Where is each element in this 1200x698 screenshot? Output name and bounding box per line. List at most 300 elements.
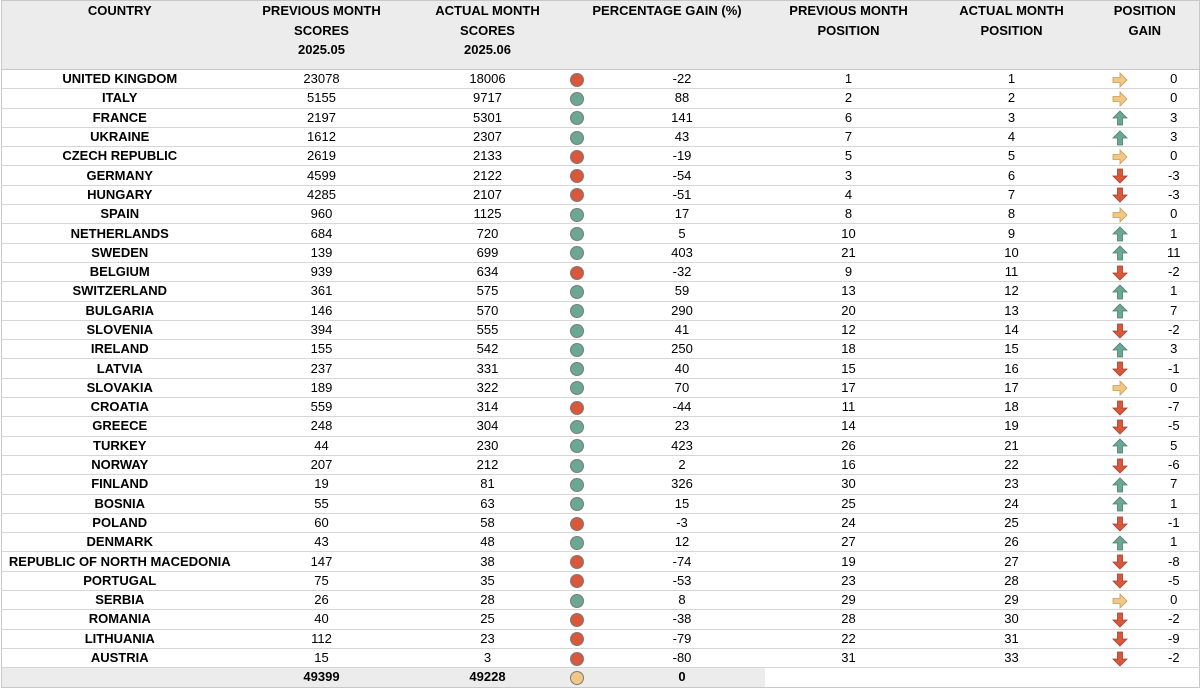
trend-arrow-cell bbox=[1091, 320, 1149, 339]
actual-position-cell: 7 bbox=[933, 185, 1091, 204]
arrow-down-icon bbox=[1112, 651, 1128, 667]
actual-score-cell: 542 bbox=[406, 340, 570, 359]
actual-score-cell: 2307 bbox=[406, 127, 570, 146]
prev-position-cell: 30 bbox=[765, 475, 933, 494]
red-status-dot-icon bbox=[570, 401, 584, 415]
green-status-dot-icon bbox=[570, 459, 584, 473]
prev-score-cell: 2197 bbox=[238, 108, 406, 127]
percentage-gain-cell: -80 bbox=[600, 648, 765, 667]
arrow-down-icon bbox=[1112, 265, 1128, 281]
green-status-dot-icon bbox=[570, 594, 584, 608]
table-row bbox=[2, 262, 1200, 281]
trend-arrow-cell bbox=[1091, 436, 1149, 455]
trend-arrow-cell bbox=[1091, 243, 1149, 262]
percentage-gain-cell: 41 bbox=[600, 320, 765, 339]
country-cell: SLOVENIA bbox=[2, 320, 238, 339]
status-dot-cell bbox=[570, 494, 600, 513]
prev-score-cell: 44 bbox=[238, 436, 406, 455]
prev-position-cell: 27 bbox=[765, 533, 933, 552]
position-gain-cell: 3 bbox=[1149, 340, 1200, 359]
actual-position-cell: 25 bbox=[933, 513, 1091, 532]
table-row bbox=[2, 494, 1200, 513]
green-status-dot-icon bbox=[570, 324, 584, 338]
table-row bbox=[2, 513, 1200, 532]
country-cell: LITHUANIA bbox=[2, 629, 238, 648]
table-row bbox=[2, 320, 1200, 339]
prev-position-cell: 1 bbox=[765, 70, 933, 89]
actual-position-cell: 5 bbox=[933, 147, 1091, 166]
country-cell: BOSNIA bbox=[2, 494, 238, 513]
table-row bbox=[2, 610, 1200, 629]
prev-position-cell: 25 bbox=[765, 494, 933, 513]
table-row bbox=[2, 89, 1200, 108]
prev-position-cell: 9 bbox=[765, 262, 933, 281]
table-row bbox=[2, 378, 1200, 397]
table-row bbox=[2, 475, 1200, 494]
arrow-up-icon bbox=[1112, 226, 1128, 242]
country-cell: DENMARK bbox=[2, 533, 238, 552]
country-cell: SLOVAKIA bbox=[2, 378, 238, 397]
totals-empty-cell bbox=[765, 668, 1200, 687]
prev-position-cell: 21 bbox=[765, 243, 933, 262]
table-row bbox=[2, 70, 1200, 89]
percentage-gain-cell: -54 bbox=[600, 166, 765, 185]
prev-score-cell: 19 bbox=[238, 475, 406, 494]
red-status-dot-icon bbox=[570, 555, 584, 569]
country-cell: FINLAND bbox=[2, 475, 238, 494]
arrow-up-icon bbox=[1112, 284, 1128, 300]
position-gain-cell: -9 bbox=[1149, 629, 1200, 648]
actual-position-cell: 33 bbox=[933, 648, 1091, 667]
actual-position-cell: 4 bbox=[933, 127, 1091, 146]
trend-arrow-cell bbox=[1091, 591, 1149, 610]
percentage-gain-cell: 403 bbox=[600, 243, 765, 262]
actual-position-cell: 18 bbox=[933, 398, 1091, 417]
total-status-dot-cell bbox=[570, 668, 600, 687]
actual-score-cell: 2133 bbox=[406, 147, 570, 166]
trend-arrow-cell bbox=[1091, 166, 1149, 185]
table-row bbox=[2, 147, 1200, 166]
actual-position-cell: 6 bbox=[933, 166, 1091, 185]
prev-position-cell: 10 bbox=[765, 224, 933, 243]
table-row bbox=[2, 166, 1200, 185]
prev-score-cell: 23078 bbox=[238, 70, 406, 89]
actual-position-cell: 21 bbox=[933, 436, 1091, 455]
actual-score-cell: 699 bbox=[406, 243, 570, 262]
arrow-down-icon bbox=[1112, 323, 1128, 339]
status-dot-cell bbox=[570, 185, 600, 204]
actual-score-cell: 720 bbox=[406, 224, 570, 243]
trend-arrow-cell bbox=[1091, 127, 1149, 146]
position-gain-cell: 3 bbox=[1149, 127, 1200, 146]
green-status-dot-icon bbox=[570, 131, 584, 145]
actual-score-cell: 48 bbox=[406, 533, 570, 552]
prev-score-cell: 1612 bbox=[238, 127, 406, 146]
actual-score-cell: 35 bbox=[406, 571, 570, 590]
status-dot-cell bbox=[570, 455, 600, 474]
arrow-right-icon bbox=[1112, 91, 1128, 107]
status-dot-cell bbox=[570, 89, 600, 108]
status-dot-cell bbox=[570, 610, 600, 629]
trend-arrow-cell bbox=[1091, 455, 1149, 474]
green-status-dot-icon bbox=[570, 439, 584, 453]
percentage-gain-cell: -32 bbox=[600, 262, 765, 281]
status-dot-cell bbox=[570, 127, 600, 146]
percentage-gain-cell: -22 bbox=[600, 70, 765, 89]
table-row bbox=[2, 417, 1200, 436]
prev-position-cell: 2 bbox=[765, 89, 933, 108]
percentage-gain-cell: -38 bbox=[600, 610, 765, 629]
green-status-dot-icon bbox=[570, 497, 584, 511]
arrow-up-icon bbox=[1112, 303, 1128, 319]
status-dot-cell bbox=[570, 629, 600, 648]
arrow-down-icon bbox=[1112, 631, 1128, 647]
red-status-dot-icon bbox=[570, 574, 584, 588]
percentage-gain-cell: 5 bbox=[600, 224, 765, 243]
status-dot-cell bbox=[570, 359, 600, 378]
actual-position-cell: 3 bbox=[933, 108, 1091, 127]
trend-arrow-cell bbox=[1091, 610, 1149, 629]
actual-score-cell: 28 bbox=[406, 591, 570, 610]
red-status-dot-icon bbox=[570, 517, 584, 531]
actual-score-cell: 2122 bbox=[406, 166, 570, 185]
red-status-dot-icon bbox=[570, 613, 584, 627]
green-status-dot-icon bbox=[570, 92, 584, 106]
table-row bbox=[2, 185, 1200, 204]
arrow-down-icon bbox=[1112, 516, 1128, 532]
actual-score-cell: 212 bbox=[406, 455, 570, 474]
green-status-dot-icon bbox=[570, 362, 584, 376]
total-percentage-gain-cell: 0 bbox=[600, 668, 765, 687]
country-cell: UNITED KINGDOM bbox=[2, 70, 238, 89]
arrow-down-icon bbox=[1112, 458, 1128, 474]
prev-score-cell: 684 bbox=[238, 224, 406, 243]
prev-score-cell: 394 bbox=[238, 320, 406, 339]
table-row bbox=[2, 398, 1200, 417]
status-dot-cell bbox=[570, 533, 600, 552]
country-cell: AUSTRIA bbox=[2, 648, 238, 667]
arrow-up-icon bbox=[1112, 477, 1128, 493]
table-row bbox=[2, 224, 1200, 243]
status-dot-cell bbox=[570, 205, 600, 224]
actual-score-cell: 322 bbox=[406, 378, 570, 397]
position-gain-cell: 1 bbox=[1149, 533, 1200, 552]
prev-position-cell: 6 bbox=[765, 108, 933, 127]
actual-score-cell: 1125 bbox=[406, 205, 570, 224]
percentage-gain-cell: 40 bbox=[600, 359, 765, 378]
prev-score-cell: 15 bbox=[238, 648, 406, 667]
status-dot-cell bbox=[570, 320, 600, 339]
scores-table bbox=[1, 0, 1200, 688]
prev-position-cell: 16 bbox=[765, 455, 933, 474]
status-dot-cell bbox=[570, 591, 600, 610]
country-cell: PORTUGAL bbox=[2, 571, 238, 590]
yellow-status-dot-icon bbox=[570, 671, 584, 685]
header-actual-position: ACTUAL MONTH POSITION bbox=[933, 1, 1091, 70]
prev-score-cell: 2619 bbox=[238, 147, 406, 166]
prev-score-cell: 189 bbox=[238, 378, 406, 397]
trend-arrow-cell bbox=[1091, 224, 1149, 243]
arrow-down-icon bbox=[1112, 612, 1128, 628]
percentage-gain-cell: -74 bbox=[600, 552, 765, 571]
country-cell: FRANCE bbox=[2, 108, 238, 127]
total-actual-score-cell: 49228 bbox=[406, 668, 570, 687]
percentage-gain-cell: 8 bbox=[600, 591, 765, 610]
status-dot-cell bbox=[570, 378, 600, 397]
prev-score-cell: 147 bbox=[238, 552, 406, 571]
actual-position-cell: 14 bbox=[933, 320, 1091, 339]
position-gain-cell: -7 bbox=[1149, 398, 1200, 417]
trend-arrow-cell bbox=[1091, 629, 1149, 648]
green-status-dot-icon bbox=[570, 478, 584, 492]
percentage-gain-cell: 423 bbox=[600, 436, 765, 455]
prev-position-cell: 29 bbox=[765, 591, 933, 610]
percentage-gain-cell: 17 bbox=[600, 205, 765, 224]
status-dot-cell bbox=[570, 224, 600, 243]
actual-score-cell: 570 bbox=[406, 301, 570, 320]
prev-position-cell: 15 bbox=[765, 359, 933, 378]
status-dot-cell bbox=[570, 513, 600, 532]
position-gain-cell: 0 bbox=[1149, 147, 1200, 166]
prev-position-cell: 22 bbox=[765, 629, 933, 648]
status-dot-cell bbox=[570, 262, 600, 281]
prev-score-cell: 4599 bbox=[238, 166, 406, 185]
trend-arrow-cell bbox=[1091, 513, 1149, 532]
position-gain-cell: 7 bbox=[1149, 301, 1200, 320]
prev-score-cell: 75 bbox=[238, 571, 406, 590]
country-cell: SPAIN bbox=[2, 205, 238, 224]
actual-score-cell: 575 bbox=[406, 282, 570, 301]
arrow-down-icon bbox=[1112, 554, 1128, 570]
arrow-down-icon bbox=[1112, 573, 1128, 589]
trend-arrow-cell bbox=[1091, 185, 1149, 204]
position-gain-cell: 3 bbox=[1149, 108, 1200, 127]
arrow-down-icon bbox=[1112, 168, 1128, 184]
total-prev-score-cell: 49399 bbox=[238, 668, 406, 687]
prev-score-cell: 155 bbox=[238, 340, 406, 359]
prev-position-cell: 18 bbox=[765, 340, 933, 359]
percentage-gain-cell: 59 bbox=[600, 282, 765, 301]
header-percentage-gain: PERCENTAGE GAIN (%) bbox=[570, 1, 765, 70]
position-gain-cell: 1 bbox=[1149, 282, 1200, 301]
position-gain-cell: 1 bbox=[1149, 224, 1200, 243]
arrow-down-icon bbox=[1112, 361, 1128, 377]
prev-position-cell: 19 bbox=[765, 552, 933, 571]
country-cell: LATVIA bbox=[2, 359, 238, 378]
actual-position-cell: 22 bbox=[933, 455, 1091, 474]
actual-score-cell: 3 bbox=[406, 648, 570, 667]
table-row bbox=[2, 301, 1200, 320]
table-row bbox=[2, 648, 1200, 667]
red-status-dot-icon bbox=[570, 188, 584, 202]
prev-position-cell: 12 bbox=[765, 320, 933, 339]
trend-arrow-cell bbox=[1091, 533, 1149, 552]
percentage-gain-cell: 12 bbox=[600, 533, 765, 552]
actual-position-cell: 8 bbox=[933, 205, 1091, 224]
actual-score-cell: 331 bbox=[406, 359, 570, 378]
trend-arrow-cell bbox=[1091, 147, 1149, 166]
green-status-dot-icon bbox=[570, 246, 584, 260]
actual-score-cell: 230 bbox=[406, 436, 570, 455]
country-cell: CZECH REPUBLIC bbox=[2, 147, 238, 166]
country-cell: BULGARIA bbox=[2, 301, 238, 320]
actual-score-cell: 634 bbox=[406, 262, 570, 281]
prev-position-cell: 5 bbox=[765, 147, 933, 166]
arrow-up-icon bbox=[1112, 110, 1128, 126]
totals-label-cell bbox=[2, 668, 238, 687]
arrow-right-icon bbox=[1112, 593, 1128, 609]
percentage-gain-cell: -3 bbox=[600, 513, 765, 532]
red-status-dot-icon bbox=[570, 652, 584, 666]
arrow-right-icon bbox=[1112, 207, 1128, 223]
actual-position-cell: 17 bbox=[933, 378, 1091, 397]
prev-position-cell: 28 bbox=[765, 610, 933, 629]
prev-position-cell: 7 bbox=[765, 127, 933, 146]
country-cell: SWEDEN bbox=[2, 243, 238, 262]
percentage-gain-cell: 70 bbox=[600, 378, 765, 397]
green-status-dot-icon bbox=[570, 420, 584, 434]
percentage-gain-cell: 290 bbox=[600, 301, 765, 320]
actual-position-cell: 27 bbox=[933, 552, 1091, 571]
status-dot-cell bbox=[570, 398, 600, 417]
percentage-gain-cell: -44 bbox=[600, 398, 765, 417]
country-cell: HUNGARY bbox=[2, 185, 238, 204]
prev-score-cell: 146 bbox=[238, 301, 406, 320]
header-position-gain: POSITION GAIN bbox=[1091, 1, 1200, 70]
table-row bbox=[2, 108, 1200, 127]
position-gain-cell: -3 bbox=[1149, 185, 1200, 204]
trend-arrow-cell bbox=[1091, 205, 1149, 224]
actual-score-cell: 23 bbox=[406, 629, 570, 648]
actual-position-cell: 29 bbox=[933, 591, 1091, 610]
position-gain-cell: 1 bbox=[1149, 494, 1200, 513]
actual-position-cell: 13 bbox=[933, 301, 1091, 320]
table-row bbox=[2, 127, 1200, 146]
status-dot-cell bbox=[570, 243, 600, 262]
position-gain-cell: -5 bbox=[1149, 571, 1200, 590]
position-gain-cell: -1 bbox=[1149, 359, 1200, 378]
table-row bbox=[2, 629, 1200, 648]
prev-score-cell: 43 bbox=[238, 533, 406, 552]
position-gain-cell: -2 bbox=[1149, 320, 1200, 339]
country-cell: ITALY bbox=[2, 89, 238, 108]
table-row bbox=[2, 591, 1200, 610]
status-dot-cell bbox=[570, 475, 600, 494]
header-row bbox=[2, 1, 1200, 70]
trend-arrow-cell bbox=[1091, 552, 1149, 571]
percentage-gain-cell: -53 bbox=[600, 571, 765, 590]
country-cell: BELGIUM bbox=[2, 262, 238, 281]
trend-arrow-cell bbox=[1091, 282, 1149, 301]
header-prev-position: PREVIOUS MONTH POSITION bbox=[765, 1, 933, 70]
country-cell: POLAND bbox=[2, 513, 238, 532]
actual-position-cell: 11 bbox=[933, 262, 1091, 281]
arrow-right-icon bbox=[1112, 380, 1128, 396]
actual-score-cell: 5301 bbox=[406, 108, 570, 127]
position-gain-cell: -5 bbox=[1149, 417, 1200, 436]
prev-position-cell: 4 bbox=[765, 185, 933, 204]
trend-arrow-cell bbox=[1091, 475, 1149, 494]
position-gain-cell: 0 bbox=[1149, 89, 1200, 108]
actual-position-cell: 24 bbox=[933, 494, 1091, 513]
actual-position-cell: 10 bbox=[933, 243, 1091, 262]
trend-arrow-cell bbox=[1091, 571, 1149, 590]
prev-position-cell: 31 bbox=[765, 648, 933, 667]
status-dot-cell bbox=[570, 108, 600, 127]
actual-score-cell: 25 bbox=[406, 610, 570, 629]
actual-score-cell: 314 bbox=[406, 398, 570, 417]
arrow-right-icon bbox=[1112, 72, 1128, 88]
trend-arrow-cell bbox=[1091, 301, 1149, 320]
actual-position-cell: 19 bbox=[933, 417, 1091, 436]
table-row bbox=[2, 571, 1200, 590]
position-gain-cell: 0 bbox=[1149, 378, 1200, 397]
trend-arrow-cell bbox=[1091, 398, 1149, 417]
prev-position-cell: 26 bbox=[765, 436, 933, 455]
percentage-gain-cell: 43 bbox=[600, 127, 765, 146]
position-gain-cell: -2 bbox=[1149, 610, 1200, 629]
trend-arrow-cell bbox=[1091, 417, 1149, 436]
actual-position-cell: 16 bbox=[933, 359, 1091, 378]
percentage-gain-cell: 88 bbox=[600, 89, 765, 108]
table-row bbox=[2, 243, 1200, 262]
status-dot-cell bbox=[570, 282, 600, 301]
header-prev-scores: PREVIOUS MONTH SCORES 2025.05 bbox=[238, 1, 406, 70]
status-dot-cell bbox=[570, 648, 600, 667]
table-row bbox=[2, 359, 1200, 378]
green-status-dot-icon bbox=[570, 285, 584, 299]
country-cell: NORWAY bbox=[2, 455, 238, 474]
arrow-up-icon bbox=[1112, 342, 1128, 358]
percentage-gain-cell: 2 bbox=[600, 455, 765, 474]
percentage-gain-cell: -51 bbox=[600, 185, 765, 204]
status-dot-cell bbox=[570, 70, 600, 89]
header-country: COUNTRY bbox=[2, 1, 238, 70]
percentage-gain-cell: 250 bbox=[600, 340, 765, 359]
status-dot-cell bbox=[570, 340, 600, 359]
table-row bbox=[2, 552, 1200, 571]
country-cell: UKRAINE bbox=[2, 127, 238, 146]
prev-score-cell: 207 bbox=[238, 455, 406, 474]
actual-position-cell: 12 bbox=[933, 282, 1091, 301]
country-cell: NETHERLANDS bbox=[2, 224, 238, 243]
position-gain-cell: -8 bbox=[1149, 552, 1200, 571]
actual-position-cell: 26 bbox=[933, 533, 1091, 552]
prev-score-cell: 939 bbox=[238, 262, 406, 281]
country-cell: SERBIA bbox=[2, 591, 238, 610]
position-gain-cell: -2 bbox=[1149, 262, 1200, 281]
prev-position-cell: 14 bbox=[765, 417, 933, 436]
header-actual-scores: ACTUAL MONTH SCORES 2025.06 bbox=[406, 1, 570, 70]
prev-position-cell: 23 bbox=[765, 571, 933, 590]
table-row bbox=[2, 436, 1200, 455]
status-dot-cell bbox=[570, 436, 600, 455]
position-gain-cell: -6 bbox=[1149, 455, 1200, 474]
prev-score-cell: 4285 bbox=[238, 185, 406, 204]
arrow-down-icon bbox=[1112, 400, 1128, 416]
green-status-dot-icon bbox=[570, 208, 584, 222]
green-status-dot-icon bbox=[570, 536, 584, 550]
prev-position-cell: 8 bbox=[765, 205, 933, 224]
percentage-gain-cell: 15 bbox=[600, 494, 765, 513]
prev-score-cell: 960 bbox=[238, 205, 406, 224]
table-row bbox=[2, 340, 1200, 359]
green-status-dot-icon bbox=[570, 381, 584, 395]
country-cell: ROMANIA bbox=[2, 610, 238, 629]
actual-score-cell: 58 bbox=[406, 513, 570, 532]
actual-score-cell: 63 bbox=[406, 494, 570, 513]
table-row bbox=[2, 205, 1200, 224]
